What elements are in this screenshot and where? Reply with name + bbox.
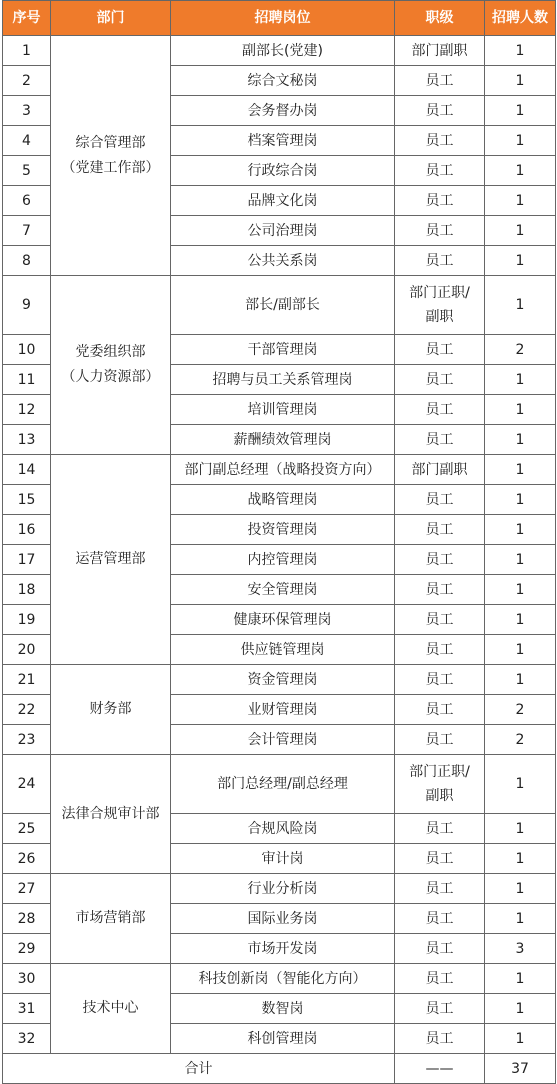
- position-cell: 薪酬绩效管理岗: [171, 425, 395, 455]
- header-seq: 序号: [3, 1, 51, 36]
- row-number: 10: [3, 335, 51, 365]
- count-cell: 1: [485, 126, 556, 156]
- level-cell: 员工: [395, 665, 485, 695]
- header-row: [3, 1, 556, 36]
- position-cell: 资金管理岗: [171, 665, 395, 695]
- position-cell: 健康环保管理岗: [171, 605, 395, 635]
- level-cell: 员工: [395, 156, 485, 186]
- position-cell: 部门总经理/副总经理: [171, 755, 395, 814]
- level-cell: 员工: [395, 814, 485, 844]
- level-cell: 员工: [395, 1024, 485, 1054]
- level-cell: 员工: [395, 216, 485, 246]
- position-cell: 战略管理岗: [171, 485, 395, 515]
- row-number: 9: [3, 276, 51, 335]
- count-cell: 1: [485, 36, 556, 66]
- level-cell: 员工: [395, 844, 485, 874]
- count-cell: 1: [485, 365, 556, 395]
- position-cell: 供应链管理岗: [171, 635, 395, 665]
- level-cell: 员工: [395, 365, 485, 395]
- position-cell: 行业分析岗: [171, 874, 395, 904]
- position-cell: 审计岗: [171, 844, 395, 874]
- position-cell: 会计管理岗: [171, 725, 395, 755]
- count-cell: 1: [485, 665, 556, 695]
- department-cell: [51, 276, 171, 455]
- row-number: 25: [3, 814, 51, 844]
- count-cell: 1: [485, 575, 556, 605]
- count-cell: 1: [485, 425, 556, 455]
- department-name: 财务部: [89, 701, 132, 717]
- row-number: 19: [3, 605, 51, 635]
- department-name-sub: （人力资源部）: [61, 369, 160, 385]
- level-cell: 员工: [395, 515, 485, 545]
- department-cell: [51, 874, 171, 964]
- level-cell: 员工: [395, 695, 485, 725]
- level-cell: 员工: [395, 994, 485, 1024]
- table-row: [3, 36, 556, 66]
- count-cell: 1: [485, 994, 556, 1024]
- level-line: 副职: [425, 309, 454, 325]
- row-number: 2: [3, 66, 51, 96]
- row-number: 26: [3, 844, 51, 874]
- table-row: [3, 455, 556, 485]
- department-cell: [51, 36, 171, 276]
- count-cell: 1: [485, 216, 556, 246]
- position-cell: 培训管理岗: [171, 395, 395, 425]
- department-name-sub: （党建工作部）: [61, 159, 160, 176]
- level-cell: [395, 755, 485, 814]
- count-cell: 1: [485, 844, 556, 874]
- position-cell: 公司治理岗: [171, 216, 395, 246]
- recruitment-table-wrapper: [2, 0, 555, 1084]
- level-cell: 员工: [395, 485, 485, 515]
- count-cell: 1: [485, 635, 556, 665]
- header-count: 招聘人数: [485, 1, 556, 36]
- level-cell: 部门副职: [395, 36, 485, 66]
- row-number: 16: [3, 515, 51, 545]
- position-cell: 内控管理岗: [171, 545, 395, 575]
- level-cell: 员工: [395, 635, 485, 665]
- level-cell: 员工: [395, 725, 485, 755]
- position-cell: 合规风险岗: [171, 814, 395, 844]
- row-number: 24: [3, 755, 51, 814]
- level-cell: 员工: [395, 246, 485, 276]
- department-name: 技术中心: [82, 1000, 139, 1016]
- department-cell: [51, 455, 171, 665]
- count-cell: 1: [485, 904, 556, 934]
- row-number: 23: [3, 725, 51, 755]
- row-number: 21: [3, 665, 51, 695]
- row-number: 27: [3, 874, 51, 904]
- count-cell: 1: [485, 515, 556, 545]
- level-cell: 员工: [395, 66, 485, 96]
- count-cell: 1: [485, 485, 556, 515]
- count-cell: 1: [485, 605, 556, 635]
- table-row: [3, 755, 556, 814]
- count-cell: 1: [485, 66, 556, 96]
- position-cell: 科技创新岗（智能化方向）: [171, 964, 395, 994]
- table-row: [3, 874, 556, 904]
- level-cell: 员工: [395, 575, 485, 605]
- count-cell: 2: [485, 725, 556, 755]
- department-name: 综合管理部: [75, 134, 146, 151]
- row-number: 18: [3, 575, 51, 605]
- table-row: [3, 276, 556, 335]
- count-cell: 1: [485, 1024, 556, 1054]
- row-number: 30: [3, 964, 51, 994]
- row-number: 1: [3, 36, 51, 66]
- header-department: 部门: [51, 1, 171, 36]
- count-cell: 1: [485, 874, 556, 904]
- position-cell: 行政综合岗: [171, 156, 395, 186]
- count-cell: 3: [485, 934, 556, 964]
- position-cell: 市场开发岗: [171, 934, 395, 964]
- row-number: 20: [3, 635, 51, 665]
- row-number: 31: [3, 994, 51, 1024]
- row-number: 15: [3, 485, 51, 515]
- count-cell: 1: [485, 276, 556, 335]
- count-cell: 2: [485, 335, 556, 365]
- department-cell: [51, 665, 171, 755]
- row-number: 7: [3, 216, 51, 246]
- level-cell: 员工: [395, 964, 485, 994]
- row-number: 32: [3, 1024, 51, 1054]
- row-number: 22: [3, 695, 51, 725]
- count-cell: 1: [485, 755, 556, 814]
- level-cell: 员工: [395, 425, 485, 455]
- position-cell: 干部管理岗: [171, 335, 395, 365]
- level-cell: 员工: [395, 545, 485, 575]
- position-cell: 部门副总经理（战略投资方向）: [171, 455, 395, 485]
- count-cell: 1: [485, 814, 556, 844]
- row-number: 14: [3, 455, 51, 485]
- row-number: 5: [3, 156, 51, 186]
- level-cell: 员工: [395, 874, 485, 904]
- level-cell: 部门副职: [395, 455, 485, 485]
- level-cell: 员工: [395, 186, 485, 216]
- row-number: 13: [3, 425, 51, 455]
- total-label: 合计: [3, 1054, 395, 1084]
- row-number: 28: [3, 904, 51, 934]
- count-cell: 1: [485, 545, 556, 575]
- position-cell: 招聘与员工关系管理岗: [171, 365, 395, 395]
- header-position: 招聘岗位: [171, 1, 395, 36]
- position-cell: 数智岗: [171, 994, 395, 1024]
- position-cell: 综合文秘岗: [171, 66, 395, 96]
- level-cell: 员工: [395, 126, 485, 156]
- header-level: 职级: [395, 1, 485, 36]
- position-cell: 部长/副部长: [171, 276, 395, 335]
- position-cell: 公共关系岗: [171, 246, 395, 276]
- count-cell: 1: [485, 246, 556, 276]
- level-line: 部门正职/: [409, 285, 470, 301]
- position-cell: 投资管理岗: [171, 515, 395, 545]
- count-cell: 1: [485, 186, 556, 216]
- table-row: [3, 964, 556, 994]
- count-cell: 2: [485, 695, 556, 725]
- position-cell: 副部长(党建): [171, 36, 395, 66]
- count-cell: 1: [485, 156, 556, 186]
- total-level: ——: [395, 1054, 485, 1084]
- row-number: 6: [3, 186, 51, 216]
- row-number: 29: [3, 934, 51, 964]
- position-cell: 国际业务岗: [171, 904, 395, 934]
- row-number: 3: [3, 96, 51, 126]
- department-name: 运营管理部: [75, 551, 146, 567]
- level-cell: 员工: [395, 335, 485, 365]
- department-cell: [51, 964, 171, 1054]
- level-line: 副职: [425, 788, 454, 804]
- position-cell: 档案管理岗: [171, 126, 395, 156]
- level-line: 部门正职/: [409, 764, 470, 780]
- recruitment-table: [2, 0, 556, 1084]
- row-number: 4: [3, 126, 51, 156]
- level-cell: 员工: [395, 395, 485, 425]
- count-cell: 1: [485, 455, 556, 485]
- position-cell: 业财管理岗: [171, 695, 395, 725]
- row-number: 8: [3, 246, 51, 276]
- count-cell: 1: [485, 964, 556, 994]
- level-cell: 员工: [395, 934, 485, 964]
- level-cell: [395, 276, 485, 335]
- department-name: 党委组织部: [75, 344, 146, 360]
- position-cell: 品牌文化岗: [171, 186, 395, 216]
- level-cell: 员工: [395, 904, 485, 934]
- department-name: 法律合规审计部: [61, 805, 160, 822]
- department-name: 市场营销部: [75, 910, 146, 926]
- table-row: [3, 665, 556, 695]
- row-number: 17: [3, 545, 51, 575]
- row-number: 12: [3, 395, 51, 425]
- total-count: 37: [485, 1054, 556, 1084]
- position-cell: 会务督办岗: [171, 96, 395, 126]
- total-row: [3, 1054, 556, 1084]
- position-cell: 科创管理岗: [171, 1024, 395, 1054]
- level-cell: 员工: [395, 96, 485, 126]
- position-cell: 安全管理岗: [171, 575, 395, 605]
- count-cell: 1: [485, 96, 556, 126]
- level-cell: 员工: [395, 605, 485, 635]
- row-number: 11: [3, 365, 51, 395]
- department-cell: [51, 755, 171, 874]
- count-cell: 1: [485, 395, 556, 425]
